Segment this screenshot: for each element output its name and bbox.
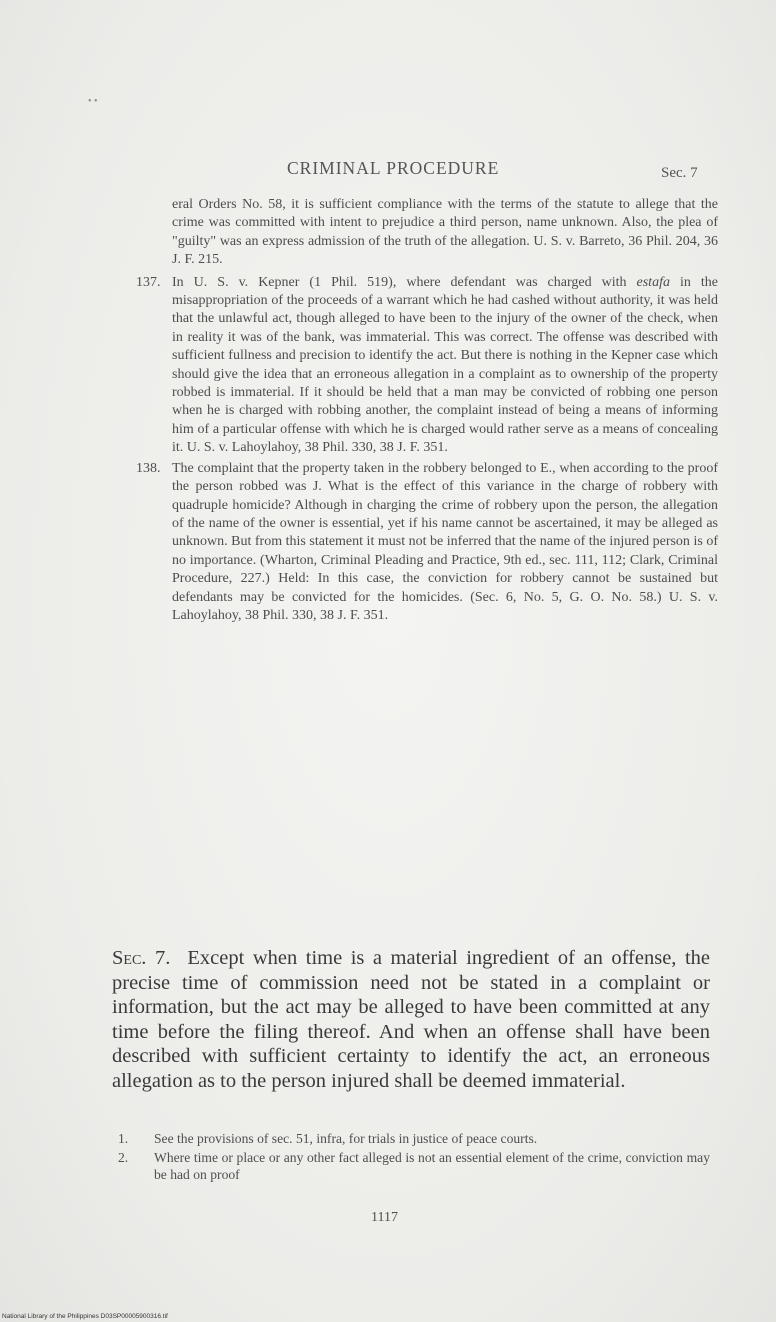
- running-header-title: CRIMINAL PROCEDURE: [287, 158, 500, 178]
- section-label: Sec. 7.: [112, 947, 171, 969]
- footnotes: [118, 1130, 710, 1185]
- note-138: [132, 460, 718, 626]
- note-number: 138.: [136, 460, 161, 476]
- note-continuation: eral Orders No. 58, it is sufficient compliance with the terms of the statute to allege that the crime was committed with intent to prejudice a third person, name unknown. Also, the plea of "guilty" was an express admission of the truth of the allegation. U. S. v. Barreto, 36 Phil. 204, 36 J. F. 215.: [172, 197, 718, 268]
- scan-specks: • •: [88, 96, 98, 107]
- section-text: Except when time is a material ingredient of an offense, the precise time of commission need not be stated in a complaint or information, but the act may be alleged to have been committed at any time before the filing thereof. And when an offense shall have been described with sufficient certainty to identify the act, an erroneous allegation as to the person injured shall be deemed immaterial.: [112, 947, 711, 1092]
- note-text: The complaint that the property taken in the robbery belonged to E., when according to the proof the person robbed was J. What is the effect of this variance in the charge of robbery with quadruple homicide? Although in charging the crime of robbery upon the person, the allegation of the name of the owner is essential, yet if his name cannot be ascertained, it may be alleged as unknown. But from this statement it must not be inferred that the name of the injured person is of no importance. (Wharton, Criminal Pleading and Practice, 9th ed., sec. 111, 112; Clark, Criminal Procedure, 227.) Held: In this case, the conviction for robbery cannot be sustained but defendants may be convicted for the homicides. (Sec. 6, No. 5, G. O. No. 58.) U. S. v. Lahoylahoy, 38 Phil. 330, 38 J. F. 351.: [172, 460, 718, 623]
- running-header-section: Sec. 7: [661, 165, 698, 181]
- note-text-part: in the misappropriation of the proceeds of a warrant which he had cashed without authority, it was held that the unlawful act, though alleged to have been to the injury of the owner of the check, when in reality it was of the bank, was immaterial. This was correct. The offense was described with sufficient fullness and precision to identify the act. But there is nothing in the Kepner case which should give the idea that an erroneous allegation in a complaint as to ownership of the property robbed is immaterial. If it should be held that a man may be convicted of robbing one person when he is charged with robbing another, the complaint instead of being a means of informing him of a particular offense with which he is charged would rather serve as a means of concealing it. U. S. v. Lahoylahoy, 38 Phil. 330, 38 J. F. 351.: [172, 274, 718, 456]
- page-number: 1117: [371, 1210, 398, 1225]
- note-137: [132, 274, 718, 458]
- footnote-number: 1.: [118, 1131, 129, 1146]
- note-italic-term: estafa: [636, 274, 670, 290]
- footnote-text: See the provisions of sec. 51, infra, for trials in justice of peace courts.: [154, 1131, 538, 1146]
- library-scan-tag: National Library of the Philippines D03SP00005900316.tif: [2, 1313, 168, 1320]
- footnote-1: [118, 1130, 710, 1148]
- footnote-text: Where time or place or any other fact alleged is not an essential element of the crime, conviction may be had on proof: [154, 1149, 710, 1182]
- note-text: [172, 275, 718, 456]
- note-text-part: In U. S. v. Kepner (1 Phil. 519), where defendant was charged with: [172, 274, 637, 290]
- footnote-2: [118, 1149, 710, 1184]
- annotation-notes: [132, 196, 718, 627]
- note-number: 137.: [136, 274, 161, 290]
- section-7-body: [112, 946, 710, 1093]
- footnote-number: 2.: [118, 1149, 129, 1165]
